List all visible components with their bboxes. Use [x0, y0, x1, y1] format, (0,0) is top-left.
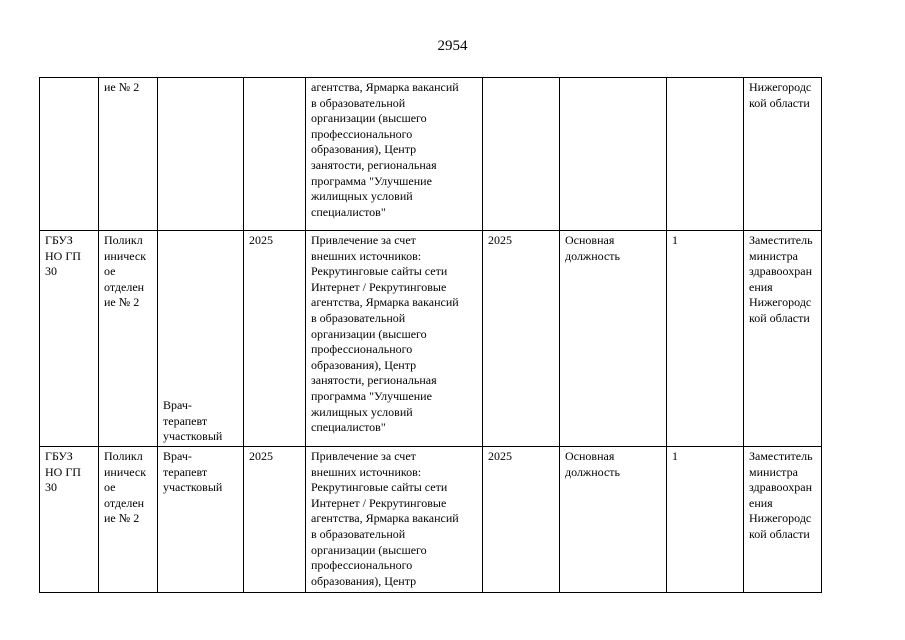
table-row — [40, 78, 822, 231]
cell-count: 1 — [667, 447, 744, 593]
cell-year — [244, 78, 306, 231]
cell-position: Врач- терапевт участковый — [158, 231, 244, 447]
cell-position: Врач- терапевт участковый — [158, 447, 244, 593]
cell-unit: Поликл иническ ое отделен ие № 2 — [99, 447, 158, 593]
cell-position-type: Основная должность — [560, 447, 667, 593]
cell-responsible: Заместитель министра здравоохран ения Нижегородс кой области — [744, 231, 822, 447]
cell-unit: Поликл иническ ое отделен ие № 2 — [99, 231, 158, 447]
cell-year: 2025 — [244, 231, 306, 447]
cell-sources: Привлечение за счет внешних источников: Рекрутинговые сайты сети Интернет / Рекрутинговые агентства, Ярмарка вакансий в образовательной организации (высшего профессионального образования), Центр — [306, 447, 483, 593]
cell-sources: агентства, Ярмарка вакансий в образовательной организации (высшего профессионального образования), Центр занятости, региональная программа "Улучшение жилищных условий специалистов" — [306, 78, 483, 231]
cell-position-type: Основная должность — [560, 231, 667, 447]
cell-unit: ие № 2 — [99, 78, 158, 231]
cell-count — [667, 78, 744, 231]
table-row — [40, 447, 822, 593]
cell-position-type — [560, 78, 667, 231]
cell-organization: ГБУЗ НО ГП 30 — [40, 447, 99, 593]
cell-responsible: Заместитель министра здравоохран ения Нижегородс кой области — [744, 447, 822, 593]
cell-year-2 — [483, 78, 560, 231]
cell-year: 2025 — [244, 447, 306, 593]
table-row — [40, 231, 822, 447]
cell-year-2: 2025 — [483, 447, 560, 593]
cell-responsible: Нижегородс кой области — [744, 78, 822, 231]
cell-sources: Привлечение за счет внешних источников: Рекрутинговые сайты сети Интернет / Рекрутинговые агентства, Ярмарка вакансий в образовательной организации (высшего профессионального образования), Центр занятости, региональная программа "Улучшение жилищных условий специалистов" — [306, 231, 483, 447]
cell-year-2: 2025 — [483, 231, 560, 447]
cell-organization: ГБУЗ НО ГП 30 — [40, 231, 99, 447]
cell-organization — [40, 78, 99, 231]
cell-count: 1 — [667, 231, 744, 447]
staffing-table — [39, 77, 822, 593]
page-number: 2954 — [437, 38, 468, 54]
cell-position — [158, 78, 244, 231]
